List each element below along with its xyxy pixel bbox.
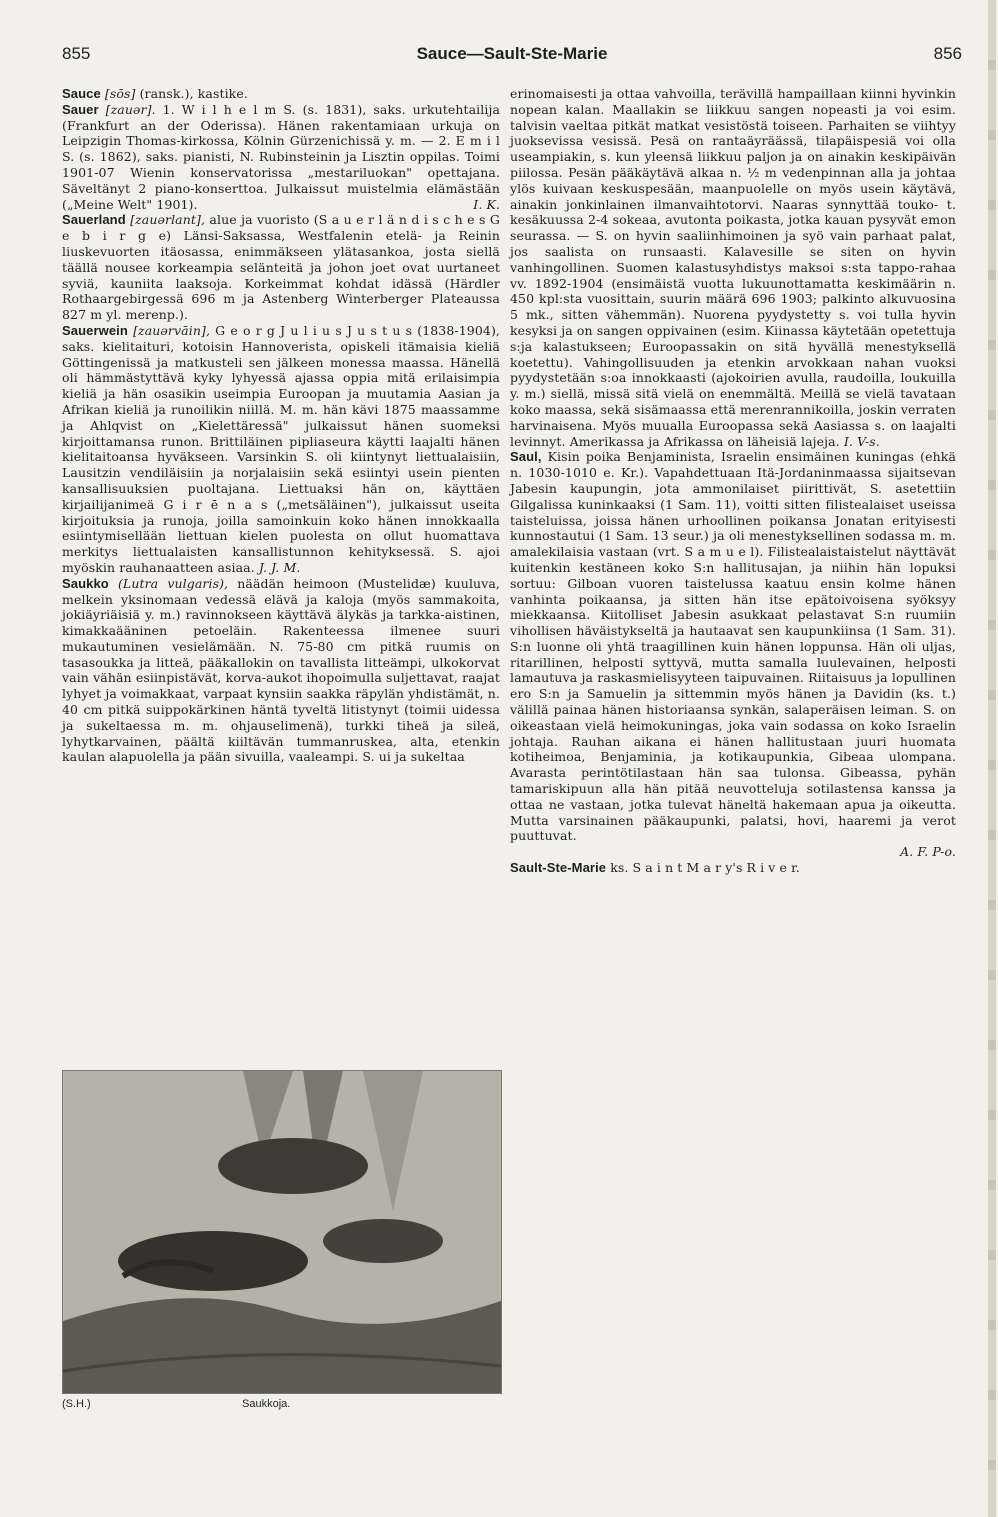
headword: Sauce — [62, 86, 101, 101]
page-number-left: 855 — [62, 44, 91, 63]
pronunciation: [zauərvāin], — [133, 322, 211, 338]
entry-text: (ransk.), kastike. — [135, 86, 248, 101]
pronunciation: [zauərlant], — [130, 212, 206, 228]
entry-text: Kisin poika Benjaminista, Israelin ensimäinen kuningas (ehkä n. 1030-1010 e. Kr.). Vapahdettuaan Itä-Jordaninmaassa sijaitsevan Jabesin kaupungin, jota ammonilaiset piirittivät, S. asetettiin Gilgalissa kuninkaaksi (1 Sam. 11), voitti sitten filistealaiset useissa taisteluissa, joissa hänen urhoollinen poikansa Jonatan erityisesti kunnostautui (1 Sam. 13 seur.) ja oli menestyksellinen sodassa m. m. amalekilaisia vastaan (vrt. S a m u e l). Filistealaistaistelut näyttävät kuitenkin kestäneen koko S:n hallitusajan, ja niihin hän lopuksi sortuu: Gilboan vuoren taistelussa kaatuu ensin kolme hänen vanhinta poikaansa, ja sitten hän itse epätoivoisena syöksyy miekkaansa. Kiitolliset Jabesin asukkaat pelastavat S:n ruumiin vihollisen häväistykseltä ja hautaavat sen kaupunkiinsa (1 Sam. 31). S:n luonne oli yhtä traagillinen kuin hänen loppunsa. Hän oli uljas, ritarillinen, helposti syttyvä, mutta samalla luulevainen, helposti lamautuva ja raskasmielisyyteen taipuvainen. Riitaisuus ja lopullinen ero S:n ja Samuelin ja sittemmin myös hänen ja Davidin (ks. t.) välillä painaa hänen historiaansa synkän, salaperäisen leiman. S. on oikeastaan vielä heimokuningas, joka vain sodassa on koko Israelin johtaja. Rauhan aikana ei hänen hallitustaan juuri huomata kotiheimoa, Benjaminia, ja kotikaupunkia, Gibeaa ulompana. Avarasta perintötilastaan hän saa tulonsa. Gibeassa, pyhän tamariskipuun alla hän pitää neuvotteluja sotilastensa kanssa ja ottaa ne vastaan, jotka tulevat häneltä hakemaan apua ja oikeutta. Mutta varsinainen pääkaupunki, palatsi, hovi, haaremi ja verot puuttuvat. — [510, 449, 956, 844]
otter-illustration — [62, 1070, 502, 1394]
page-title: Sauce—Sault-Ste-Marie — [416, 44, 608, 63]
entry-saul — [510, 449, 956, 860]
headword: Saukko — [62, 575, 109, 591]
entry-text: G e o r g J u l i u s J u s t u s (1838-1904), saks. kielitaituri, kotoisin Hannoverista, opiskeli itämaisia kieliä Göttingenissä ja matkusteli sen jälkeen monessa maassa. Hänellä oli hämmästyttävä kyky lyhyessä ajassa oppia mitä erilaisimpia kieliä ja hän osasikin useimpia Euroopan ja muutamia Aasian ja Afrikan kieliä ja runoilikin niillä. M. m. hän kävi 1875 maassamme ja Ahlqvist on „Kielettäressä" julkaissut hänen suomeksi kirjoittamansa runon. Brittiläinen pipliaseura käytti laajalti hänen kielitaitoansa hyväkseen. Varsinkin S. oli kiintynyt liettualaisiin, Lausitzin vendiläisiin ja norjalaisiin sekä esiintyi usein pienten kansallisuuksien puoltajana. Liettuaksi hän on, käyttäen kirjailijanimeä G i r ē n a s („metsäläinen"), julkaissut useita kirjoituksia ja runoja, joilla samoinkuin koko hänen innokkaalla esiintymisellään liettuan kielen puolesta on ollut huomattava merkitys liettualaisten kansallistunnon kehityksessä. S. ajoi myöskin rauhanaatteen asiaa. — [62, 322, 500, 575]
author-signature: I. V-s. — [843, 433, 880, 449]
headword: Saul, — [510, 449, 542, 465]
pronunciation: [zauər]. — [105, 101, 156, 117]
entry-text: 1. W i l h e l m S. (s. 1831), saks. urkutehtailija (Frankfurt an der Oderissa). Hänen rakentamiaan urkuja on Leipzigin Thomas-kirkossa, Kölnin Gürzenichissä y. m. — 2. E m i l S. (s. 1862), saks. pianisti, N. Rubinsteinin ja Lisztin oppilas. Toimi 1901-07 Wienin konservatorissa „mestariluokan" opettajana. Säveltänyt 2 piano-konserttoa. Julkaissut muistelmia elämästään („Meine Welt" 1901). — [62, 101, 500, 212]
pronunciation: [sōs] — [104, 86, 136, 101]
author-signature: J. J. M. — [258, 559, 301, 575]
entry-sauerwein — [62, 323, 500, 576]
page-number-right: 856 — [933, 44, 962, 63]
left-column — [62, 86, 500, 765]
entry-text: erinomaisesti ja ottaa vahvoilla, terävillä hampaillaan kiinni hyvinkin nopean kalan. Maallakin se liikkuu sangen nopeasti ja voi esim. talvisin vaeltaa pitkät matkat vesistöstä toiseen. Parhaiten se viihtyy juoksevissa vesissä. Pesä on rantaäyräässä, tilapäispesiä voi olla useampiakin, s. kun yleensä liikkuu paljon ja on ainakin keskipäivän piilossa. Pesän pääkäytävä alkaa n. ½ m vedenpinnan alla ja johtaa ylös kuivaan keskuspesään, maanpuolelle on myös usein käytävä, ainakin jonkinlainen ilmanvaihtotorvi. Naaras synnyttää touko- t. kesäkuussa 2-4 sokeaa, avutonta poikasta, jotka kauan pysyvät emon seurassa. — S. on hyvin saaliinhimoinen ja syö vain parhaat palat, jos saalista on runsaasti. Kalavesille se siten on hyvin vanhingollinen. Suomen kalastusyhdistys maksoi s:sta tappo-rahaa vv. 1892-1904 (ensimäistä vuotta lukuunottamatta keskimäärin n. 450 kpl:sta vuosittain, suurin määrä 696 1903; palkinto alkuvuosina 5 mk., sitten vähemmän). Nuorena pyydystetty s. voi tulla hyvin kesyksi ja on sangen oppivainen (esim. Kiinassa käytetään opetettuja s:ja kalastukseen; Euroopassakin on sitä hyvällä menestyksellä koetettu). Vahingollisuuden ja etenkin arvokkaan nahan vuoksi pyydystetään s:oa innokkaasti (ajokoirien avulla, raudoilla, loukuilla y. m.) siellä, missä sitä vielä on enemmältä. Meillä se vielä tavataan koko maassa, sekä sisämaassa että merenrannikoilla, joskin verraten harvinaisena. Myös muualla Euroopassa sekä Aasiassa s. on laajalti levinnyt. Amerikassa ja Afrikassa on läheisiä lajeja. — [510, 86, 956, 449]
entry-text: alue ja vuoristo (S a u e r l ä n d i s c h e s G e b i r g e) Länsi-Saksassa, Westfalenin etelä- ja Reinin liuskevuorten itäosassa, enimmäkseen ylätasankoa, josta siellä täällä nousee korkeampia selänteitä ja johon joet ovat uurtaneet syviä, kauniita laaksoja. Korkeimmat kohdat idässä (Härdler Rothaargebirgessä 696 m ja Astenberg Winterberger Plateaussa 827 m yl. merenp.). — [62, 212, 501, 323]
headword: Sauer — [62, 101, 99, 117]
entry-sauer — [62, 102, 500, 213]
headword: Sauerland — [62, 212, 126, 228]
entry-text: ks. S a i n t M a r y's R i v e r. — [606, 860, 800, 876]
entry-text: näädän heimoon (Mustelidæ) kuuluva, melkein yksinomaan vedessä elävä ja kaloja (myös sammakoita, jokiäyriäisiä y. m.) ravinnokseen käyttävä älykäs ja tarkka-aistinen, kimakkaääninen petoeläin. Rakenteessa ilmenee suuri mukautuminen vesielämään. N. 75-80 cm pitkä ruumis on tasasoukka ja litteä, pääkallokin on tavallista litteämpi, ulkokorvat vain vähän esiinpistävät, korva-aukot ihopoimulla suljettavat, raajat lyhyet ja voimakkaat, varpaat kynsiin saakka räpylän yhdistämät, n. 40 cm pitkä suippokärkinen häntä tyveltä litistynyt (toimii uidessa ja sukeltaessa m. m. ohjauselimenä), turkki tiheä ja sileä, lyhytkarvainen, päältä kiiltävän tummanruskea, alta, etenkin kaulan alapuolella ja pään sivuilla, vaaleampi. S. ui ja sukeltaa — [62, 575, 500, 765]
right-column — [510, 86, 956, 876]
otter-drawing — [63, 1071, 501, 1393]
entry-sault-ste-marie — [510, 860, 956, 876]
headword: Sault-Ste-Marie — [510, 860, 607, 876]
headword: Sauerwein — [62, 322, 128, 338]
entry-sauerland — [62, 212, 500, 323]
entry-sauce — [62, 86, 500, 102]
caption-text: Saukkoja. — [242, 1398, 291, 1410]
entry-saukko — [62, 576, 500, 766]
entry-saukko-cont — [510, 86, 956, 449]
page-edge — [988, 0, 996, 1517]
image-credit: (S.H.) — [62, 1398, 91, 1410]
page-header — [62, 38, 962, 68]
pronunciation: (Lutra vulgaris), — [117, 575, 229, 591]
author-signature: I. K. — [473, 196, 500, 212]
author-signature: A. F. P-o. — [900, 844, 956, 860]
